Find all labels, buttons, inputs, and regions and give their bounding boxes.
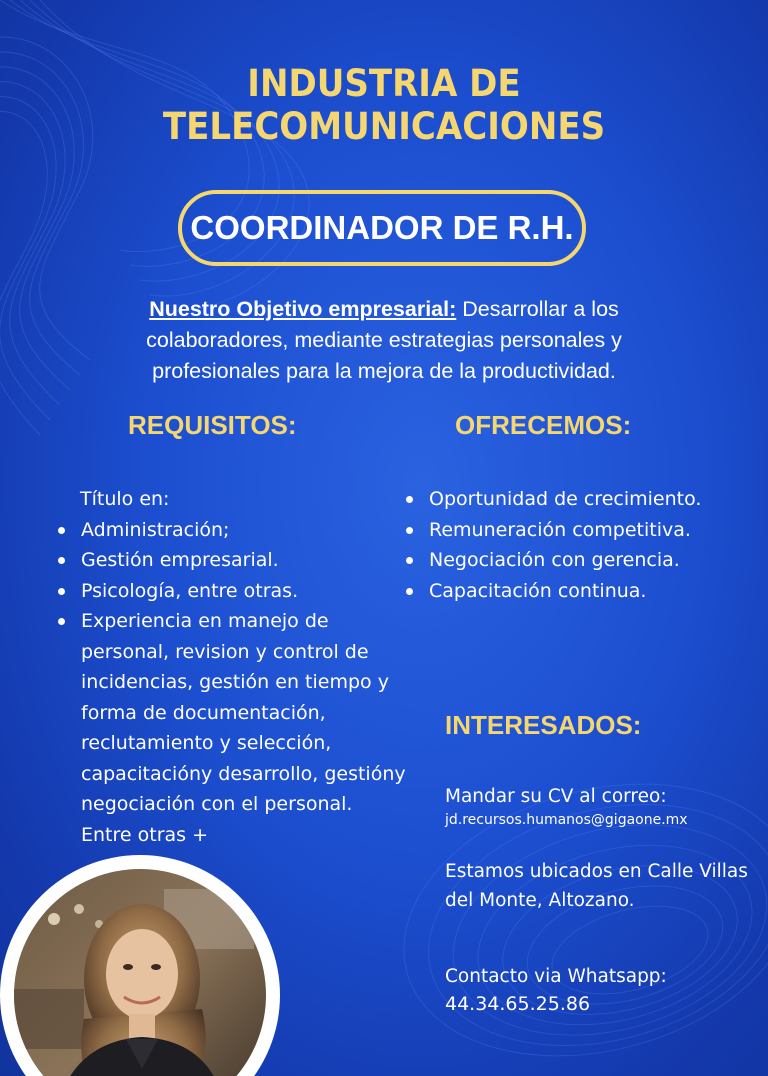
requirements-heading: REQUISITOS: [128, 410, 297, 440]
interested-heading: INTERESADOS: [445, 710, 642, 740]
requirements-intro: Título en: [80, 488, 170, 510]
job-title: COORDINADOR DE R.H. [190, 209, 574, 246]
list-item: Gestión empresarial. [56, 545, 406, 576]
objective-paragraph [100, 294, 668, 387]
list-item: Experiencia en manejo de personal, revision y control de incidencias, gestión en tiempo y forma de documentación, reclutamiento y selección, capacitacióny desarrollo, gestióny negociación con el personal. Entre otras + [56, 606, 406, 850]
list-item: Remuneración competitiva. [404, 515, 759, 546]
list-item: Administración; [56, 515, 406, 546]
cv-instruction: Mandar su CV al correo: [445, 786, 667, 807]
whatsapp-phone[interactable]: 44.34.65.25.86 [445, 993, 591, 1015]
list-item: Negociación con gerencia. [404, 545, 759, 576]
contact-email[interactable]: jd.recursos.humanos@gigaone.mx [445, 812, 688, 828]
industry-headline: INDUSTRIA DE TELECOMUNICACIONES [162, 62, 606, 148]
list-item: Capacitación continua. [404, 576, 759, 607]
offer-list [404, 484, 759, 606]
location-text: Estamos ubicados en Calle Villas del Monte, Altozano. [445, 861, 748, 911]
list-item: Psicología, entre otras. [56, 576, 406, 607]
objective-lead: Nuestro Objetivo empresarial: [149, 297, 457, 321]
objective-text: Desarrollar a los colaboradores, mediante estrategias personales y profesionales para la mejora de la productividad. [146, 297, 622, 383]
whatsapp-label: Contacto via Whatsapp: [445, 966, 667, 987]
offer-heading: OFRECEMOS: [455, 410, 632, 440]
job-title-badge [178, 190, 586, 266]
list-item: Oportunidad de crecimiento. [404, 484, 759, 515]
requirements-list [56, 484, 406, 850]
